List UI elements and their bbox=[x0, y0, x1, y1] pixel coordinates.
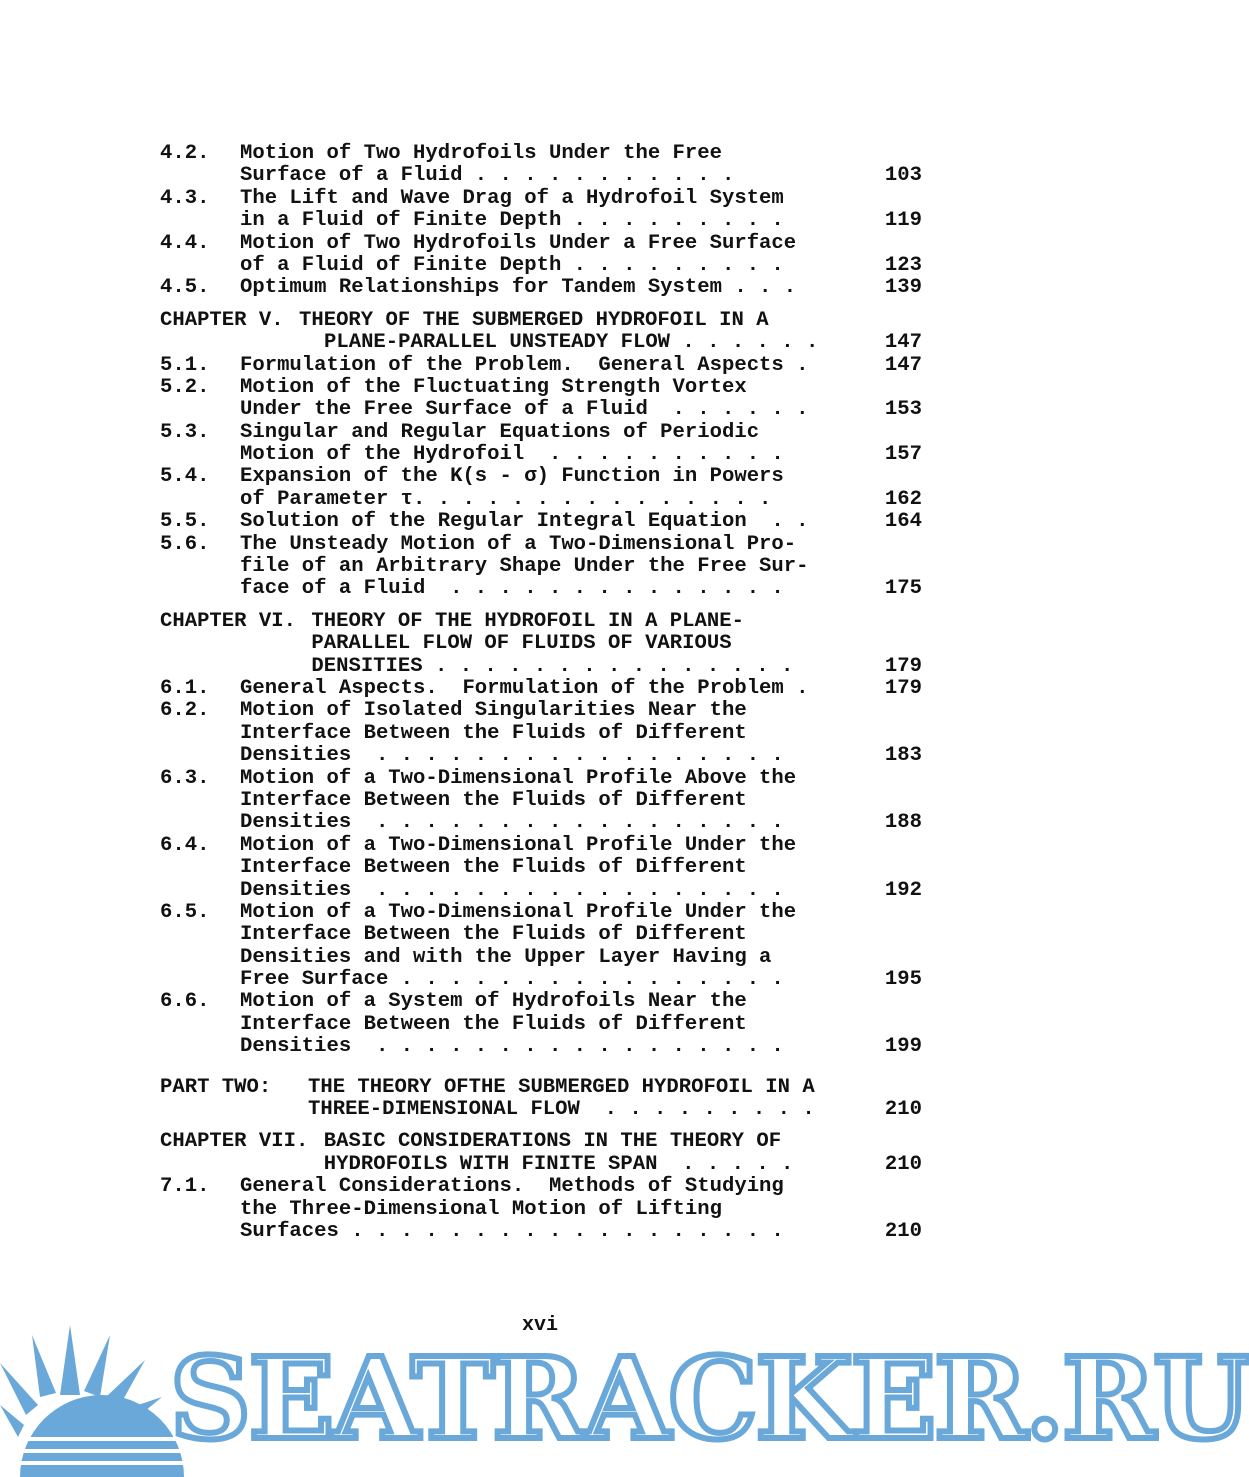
section-number: 5.3. bbox=[160, 420, 210, 444]
entry-title-text: Motion of Two Hydrofoils Under the Free bbox=[240, 142, 722, 165]
section-number: 7.1. bbox=[160, 1175, 210, 1199]
page-number: xvi bbox=[521, 1314, 558, 1337]
toc-line bbox=[160, 768, 930, 790]
toc-line bbox=[160, 1131, 930, 1153]
entry-title-text: Motion of Two Hydrofoils Under a Free Surface bbox=[240, 231, 797, 255]
entry-title-text: of Parameter τ. . . . . . . . . . . . . . . bbox=[240, 487, 772, 511]
entry-title-text: DENSITIES . . . . . . . . . . . . . . . bbox=[311, 654, 794, 678]
toc-chapter-entry bbox=[160, 310, 930, 355]
toc-line bbox=[160, 835, 930, 857]
toc-line bbox=[160, 534, 930, 556]
toc-line bbox=[160, 633, 930, 655]
entry-title-text: Free Surface . . . . . . . . . . . . . . . . bbox=[240, 968, 784, 992]
page-ref: 210 bbox=[884, 1219, 922, 1243]
entry-title-text: Motion of the Fluctuating Strength Vortex bbox=[240, 375, 747, 399]
toc-line bbox=[160, 188, 930, 210]
entry-title-text: THREE-DIMENSIONAL FLOW . . . . . . . . . bbox=[308, 1098, 815, 1122]
entry-title-text: Motion of a System of Hydrofoils Near the bbox=[240, 990, 747, 1014]
section-number: 5.6. bbox=[160, 532, 210, 556]
toc-line bbox=[160, 924, 930, 946]
toc-line bbox=[160, 422, 930, 444]
entry-title-text: BASIC CONSIDERATIONS IN THE THEORY OF bbox=[323, 1130, 782, 1154]
toc-section-entry bbox=[160, 377, 930, 422]
page-ref: 183 bbox=[884, 744, 922, 768]
toc-line bbox=[160, 489, 930, 511]
page-ref: 162 bbox=[884, 487, 922, 511]
section-number: 4.4. bbox=[160, 231, 210, 255]
page-ref: 139 bbox=[884, 276, 922, 300]
page-ref: 147 bbox=[884, 353, 922, 377]
page-ref: 119 bbox=[884, 209, 922, 233]
entry-title-text: Surface of a Fluid . . . . . . . . . . . bbox=[240, 164, 735, 188]
toc-section-entry bbox=[160, 991, 930, 1058]
toc-line bbox=[160, 991, 930, 1013]
toc-section-entry bbox=[160, 466, 930, 511]
toc-chapter-entry bbox=[160, 611, 930, 678]
entry-title-text: Interface Between the Fluids of Different bbox=[240, 856, 747, 880]
toc-section-entry bbox=[160, 1176, 930, 1243]
toc-line bbox=[160, 947, 930, 969]
toc-line bbox=[160, 210, 930, 232]
entry-title-text: Interface Between the Fluids of Different bbox=[240, 721, 747, 745]
entry-title-text: Densities . . . . . . . . . . . . . . . . . bbox=[240, 744, 784, 768]
entry-title-text: THEORY OF THE SUBMERGED HYDROFOIL IN A bbox=[299, 308, 769, 332]
toc-line bbox=[160, 143, 930, 165]
entry-title-text: THEORY OF THE HYDROFOIL IN A PLANE- bbox=[311, 609, 744, 633]
toc-line bbox=[160, 511, 930, 533]
toc-section-entry bbox=[160, 355, 930, 377]
section-number: 5.5. bbox=[160, 510, 210, 534]
toc-line bbox=[160, 1077, 930, 1099]
entry-title-text: Under the Free Surface of a Fluid . . . . . . bbox=[240, 398, 809, 422]
toc-line bbox=[160, 678, 930, 700]
entry-title-text: HYDROFOILS WITH FINITE SPAN . . . . . bbox=[323, 1152, 794, 1176]
section-number: 6.1. bbox=[160, 676, 210, 700]
section-number: 6.3. bbox=[160, 766, 210, 790]
toc-line bbox=[160, 1014, 930, 1036]
entry-title-text: The Unsteady Motion of a Two-Dimensional Pro- bbox=[240, 532, 797, 556]
entry-title-text: file of an Arbitrary Shape Under the Free Sur- bbox=[240, 555, 809, 579]
page-ref: 179 bbox=[884, 654, 922, 678]
toc-line bbox=[160, 255, 930, 277]
entry-title-text: Interface Between the Fluids of Different bbox=[240, 1012, 747, 1036]
toc-section-entry bbox=[160, 143, 930, 188]
chapter-label: CHAPTER VII. bbox=[160, 1130, 309, 1154]
toc-part-entry bbox=[160, 1077, 930, 1122]
toc-line bbox=[160, 355, 930, 377]
entry-title-text: Formulation of the Problem. General Aspects . bbox=[240, 353, 809, 377]
page-ref: 147 bbox=[884, 331, 922, 355]
toc-line bbox=[160, 656, 930, 678]
entry-title-text: Densities . . . . . . . . . . . . . . . . . bbox=[240, 1035, 784, 1059]
page-ref: 123 bbox=[884, 253, 922, 277]
page-ref: 210 bbox=[884, 1152, 922, 1176]
toc-line bbox=[160, 233, 930, 255]
section-number: 6.4. bbox=[160, 833, 210, 857]
toc-section-entry bbox=[160, 188, 930, 233]
toc-chapter-entry bbox=[160, 1131, 930, 1176]
toc-line bbox=[160, 969, 930, 991]
entry-title-text: Solution of the Regular Integral Equation . . bbox=[240, 510, 809, 534]
toc-line bbox=[160, 1099, 930, 1121]
toc-line bbox=[160, 812, 930, 834]
toc-line bbox=[160, 556, 930, 578]
chapter-label: PART TWO: bbox=[160, 1075, 272, 1099]
toc-line bbox=[160, 611, 930, 633]
toc-line bbox=[160, 578, 930, 600]
section-number: 6.5. bbox=[160, 900, 210, 924]
toc-section-entry bbox=[160, 700, 930, 767]
toc-line bbox=[160, 466, 930, 488]
entry-title-text: Motion of a Two-Dimensional Profile Above the bbox=[240, 766, 797, 790]
toc-line bbox=[160, 277, 930, 299]
toc-line bbox=[160, 700, 930, 722]
toc-section-entry bbox=[160, 902, 930, 992]
toc-line bbox=[160, 1154, 930, 1176]
watermark-text: SEATRACKER.RU bbox=[170, 1334, 1249, 1465]
section-number: 5.4. bbox=[160, 465, 210, 489]
page-ref: 179 bbox=[884, 676, 922, 700]
toc-section-entry bbox=[160, 768, 930, 835]
entry-title-text: General Considerations. Methods of Studying bbox=[240, 1175, 784, 1199]
section-number: 5.2. bbox=[160, 375, 210, 399]
entry-title-text: Motion of a Two-Dimensional Profile Under the bbox=[240, 900, 797, 924]
toc-line bbox=[160, 1221, 930, 1243]
entry-title-text: the Three-Dimensional Motion of Lifting bbox=[240, 1197, 722, 1221]
page-ref: 199 bbox=[884, 1035, 922, 1059]
toc-line bbox=[160, 444, 930, 466]
section-number: 4.2. bbox=[160, 142, 210, 165]
entry-title-text: Expansion of the K(s - σ) Function in Powers bbox=[240, 465, 784, 489]
toc-section-entry bbox=[160, 511, 930, 533]
toc-section-entry bbox=[160, 534, 930, 601]
toc-section-entry bbox=[160, 678, 930, 700]
entry-title-text: Interface Between the Fluids of Different bbox=[240, 788, 747, 812]
toc-line bbox=[160, 723, 930, 745]
entry-title-text: Densities . . . . . . . . . . . . . . . . . bbox=[240, 811, 784, 835]
entry-title-text: PLANE-PARALLEL UNSTEADY FLOW . . . . . . bbox=[324, 331, 819, 355]
entry-title-text: Motion of Isolated Singularities Near the bbox=[240, 699, 747, 723]
entry-title-text: General Aspects. Formulation of the Problem . bbox=[240, 676, 809, 700]
entry-title-text: Densities . . . . . . . . . . . . . . . . . bbox=[240, 878, 784, 902]
toc-line bbox=[160, 1036, 930, 1058]
toc-line bbox=[160, 399, 930, 421]
entry-title-text: The Lift and Wave Drag of a Hydrofoil System bbox=[240, 186, 784, 210]
section-number: 6.6. bbox=[160, 990, 210, 1014]
page-ref: 103 bbox=[884, 164, 922, 188]
toc-line bbox=[160, 880, 930, 902]
section-number: 5.1. bbox=[160, 353, 210, 377]
page-ref: 195 bbox=[884, 968, 922, 992]
section-number: 4.3. bbox=[160, 186, 210, 210]
table-of-contents bbox=[160, 143, 930, 1243]
entry-title-text: Densities and with the Upper Layer Having a bbox=[240, 945, 772, 969]
toc-line bbox=[160, 332, 930, 354]
chapter-label: CHAPTER VI. bbox=[160, 609, 296, 633]
page-ref: 210 bbox=[884, 1098, 922, 1122]
entry-title-text: Motion of the Hydrofoil . . . . . . . . . . bbox=[240, 443, 784, 467]
entry-title-text: Surfaces . . . . . . . . . . . . . . . . . . bbox=[240, 1219, 784, 1243]
entry-title-text: Singular and Regular Equations of Periodic bbox=[240, 420, 760, 444]
toc-section-entry bbox=[160, 233, 930, 278]
page-ref: 164 bbox=[884, 510, 922, 534]
entry-title-text: PARALLEL FLOW OF FLUIDS OF VARIOUS bbox=[311, 632, 732, 656]
toc-line bbox=[160, 857, 930, 879]
toc-line bbox=[160, 310, 930, 332]
toc-line bbox=[160, 377, 930, 399]
page-ref: 175 bbox=[884, 577, 922, 601]
entry-title-text: face of a Fluid . . . . . . . . . . . . . . bbox=[240, 577, 784, 601]
page-ref: 192 bbox=[884, 878, 922, 902]
toc-line bbox=[160, 790, 930, 812]
toc-line bbox=[160, 1199, 930, 1221]
entry-title-text: THE THEORY OFTHE SUBMERGED HYDROFOIL IN A bbox=[308, 1075, 815, 1099]
entry-title-text: Interface Between the Fluids of Different bbox=[240, 923, 747, 947]
section-number: 6.2. bbox=[160, 699, 210, 723]
toc-line bbox=[160, 745, 930, 767]
page-ref: 188 bbox=[884, 811, 922, 835]
entry-title-text: Optimum Relationships for Tandem System . . . bbox=[240, 276, 797, 300]
toc-line bbox=[160, 902, 930, 924]
page-ref: 153 bbox=[884, 398, 922, 422]
toc-line bbox=[160, 165, 930, 187]
toc-line bbox=[160, 1176, 930, 1198]
entry-title-text: in a Fluid of Finite Depth . . . . . . . . . bbox=[240, 209, 784, 233]
section-number: 4.5. bbox=[160, 276, 210, 300]
entry-title-text: of a Fluid of Finite Depth . . . . . . . . . bbox=[240, 253, 784, 277]
page-ref: 157 bbox=[884, 443, 922, 467]
entry-title-text: Motion of a Two-Dimensional Profile Under the bbox=[240, 833, 797, 857]
toc-section-entry bbox=[160, 422, 930, 467]
toc-section-entry bbox=[160, 277, 930, 299]
toc-section-entry bbox=[160, 835, 930, 902]
chapter-label: CHAPTER V. bbox=[160, 308, 284, 332]
